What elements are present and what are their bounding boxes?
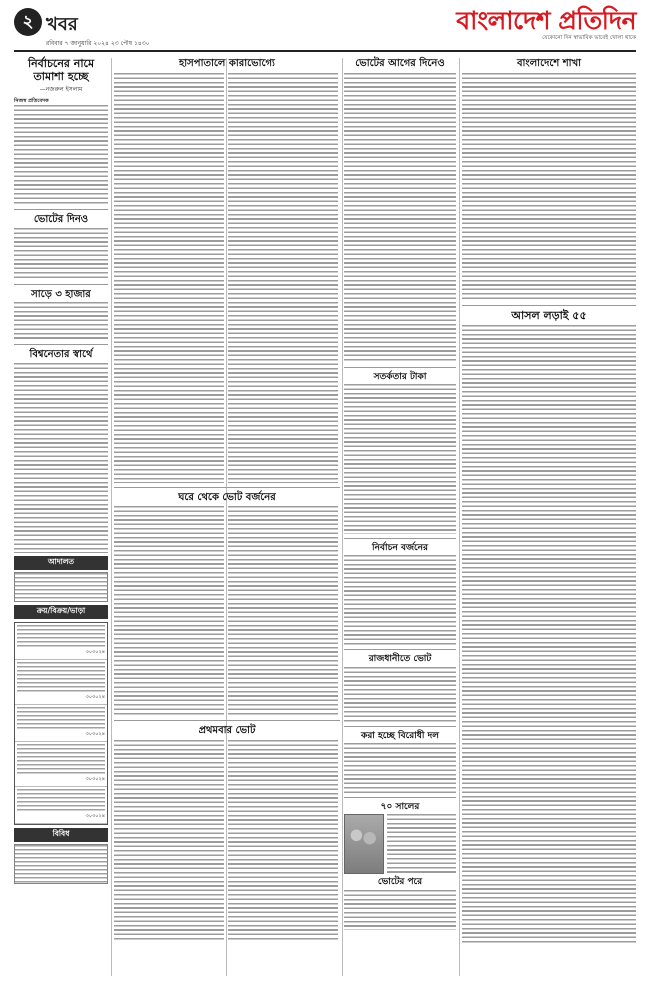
article-body xyxy=(344,384,456,534)
misc-body xyxy=(14,844,108,884)
headline: সতর্কতার টাকা xyxy=(373,371,427,382)
headline: হাসপাতালে কারাভোগ্যে xyxy=(179,58,275,69)
article-body xyxy=(228,73,338,483)
article-body xyxy=(114,740,224,940)
headline: বিশ্বনেতার স্বার্থে xyxy=(29,349,93,361)
divider xyxy=(344,797,456,798)
misc-header: বিবিধ xyxy=(14,828,108,842)
headline: ভোটের আগের দিনেও xyxy=(355,58,445,69)
classified-item: ৩০৩০২৪ xyxy=(15,742,107,787)
brand-tagline: যেকোনো দিন স্বাভাবিক ভাবেই খোলা থাকে xyxy=(542,35,636,41)
article-body xyxy=(462,73,636,301)
classified-item: ৩০৩০২৪ xyxy=(15,660,107,705)
article-body xyxy=(462,325,636,943)
article-body xyxy=(344,667,456,722)
page-number: ২ xyxy=(14,8,42,36)
classified-item: ৩০৩০২৪ xyxy=(15,787,107,824)
headline: নির্বাচন বর্জনের xyxy=(372,542,428,553)
headline: ৭০ সালের xyxy=(380,801,420,812)
headline: প্রথমবার ভোট xyxy=(198,725,256,736)
date-line: রবিবার ৭ জানুয়ারি ২০২৪ ২৩ পৌষ ১৪৩০ xyxy=(46,40,150,47)
headline: ঘরে থেকে ভোট বর্জনের xyxy=(178,491,276,503)
divider xyxy=(462,305,636,306)
column-2 xyxy=(114,58,340,940)
article-body xyxy=(228,506,338,716)
classified-header: ক্রয়/বিক্রয়/ভাড়া xyxy=(14,605,108,619)
article-body xyxy=(14,363,108,553)
article-body xyxy=(228,740,338,940)
brand-logo xyxy=(456,6,636,43)
photo xyxy=(344,814,384,874)
brand-name: বাংলাদেশ প্রতিদিন xyxy=(456,6,636,35)
headline: সাড়ে ৩ হাজার xyxy=(31,288,91,300)
headline: বাংলাদেশে শাখা xyxy=(516,58,582,69)
column-divider xyxy=(342,58,343,976)
headline: নির্বাচনের নামে তামাশা হচ্ছে xyxy=(27,57,95,83)
article-body xyxy=(344,890,456,930)
classified-list xyxy=(14,622,108,825)
divider xyxy=(114,487,340,488)
column-divider xyxy=(111,58,112,976)
dateline: নিজস্ব প্রতিবেদক xyxy=(14,98,49,105)
divider xyxy=(344,367,456,368)
article-body xyxy=(344,73,456,363)
column-1 xyxy=(14,58,108,884)
divider xyxy=(344,538,456,539)
column-5 xyxy=(462,58,636,943)
notice-header: আদালত xyxy=(14,556,108,570)
article-body xyxy=(387,814,456,874)
divider xyxy=(344,726,456,727)
article-body xyxy=(14,302,108,340)
headline: করা হচ্ছে বিরোধী দল xyxy=(361,730,439,741)
column-divider xyxy=(459,58,460,976)
article-body xyxy=(114,506,224,716)
headline: আসল লড়াই ৫৫ xyxy=(511,308,587,322)
article-body xyxy=(114,73,224,483)
article-body xyxy=(344,743,456,793)
article-body xyxy=(14,228,108,280)
headline: ভোটের পরে xyxy=(377,877,423,888)
divider xyxy=(14,209,108,210)
headline: ভোটের দিনও xyxy=(33,214,89,226)
column-4 xyxy=(344,58,456,930)
divider xyxy=(114,720,340,721)
divider xyxy=(344,649,456,650)
divider xyxy=(14,344,108,345)
article-body xyxy=(344,555,456,645)
article-body xyxy=(14,105,108,205)
headline: রাজধানীতে ভোট xyxy=(368,654,432,665)
classified-item: ৩০৩০২৪ xyxy=(15,705,107,742)
classified-item: ৩০৩০২৪ xyxy=(15,623,107,660)
notice-body xyxy=(14,572,108,602)
masthead xyxy=(14,6,636,52)
section-name: খবর xyxy=(46,14,78,35)
divider xyxy=(14,284,108,285)
byline: —নজরুল ইসলাম xyxy=(39,86,83,94)
